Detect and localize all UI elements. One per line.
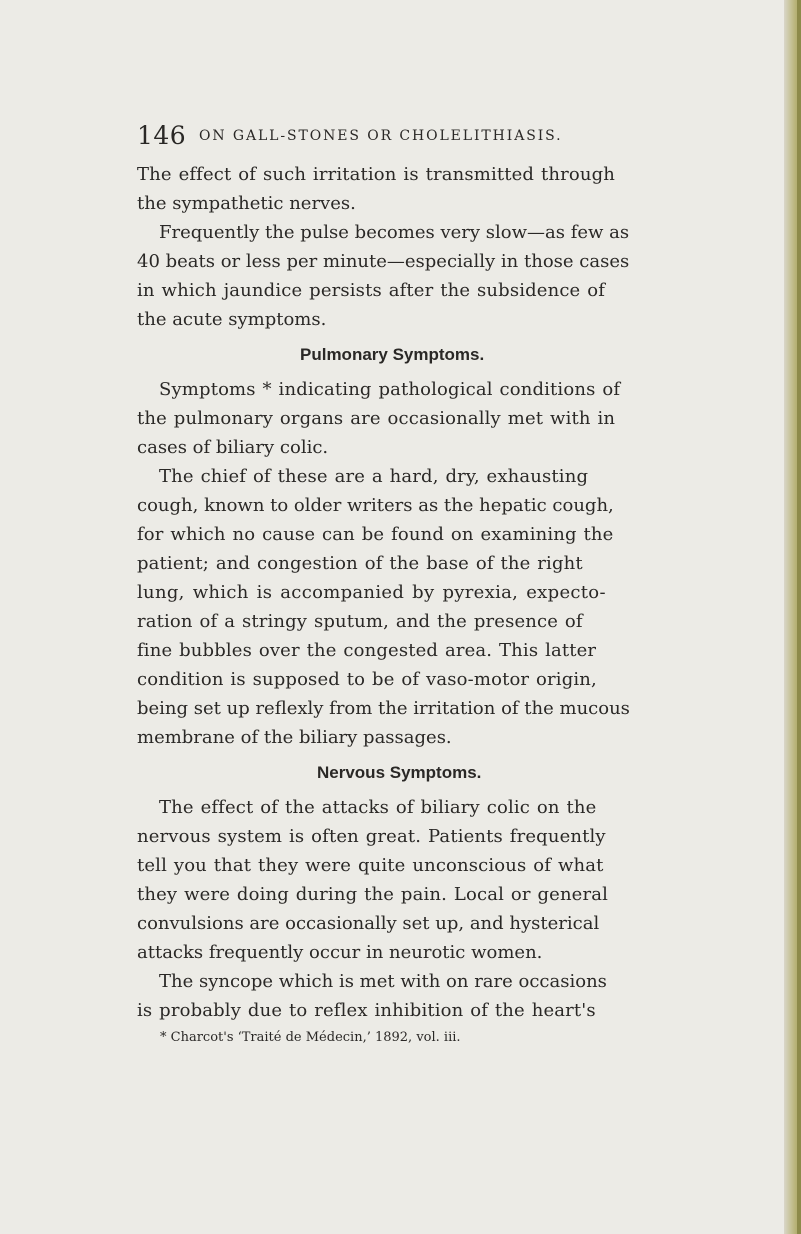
footnote: * Charcot's ‘Traité de Médecin,’ 1892, vol. iii. xyxy=(160,1030,461,1045)
page-edge-shadow xyxy=(797,0,801,1234)
text-line: ration of a stringy sputum, and the presence of xyxy=(137,611,583,632)
text-line: the acute symptoms. xyxy=(137,309,327,330)
page-header xyxy=(137,121,777,157)
text-line: attacks frequently occur in neurotic women. xyxy=(137,942,543,963)
section-heading-nervous: Nervous Symptoms. xyxy=(317,763,482,782)
text-line: patient; and congestion of the base of the right xyxy=(137,553,583,574)
text-line: convulsions are occasionally set up, and hysterical xyxy=(137,913,600,934)
text-line: they were doing during the pain. Local or general xyxy=(137,884,609,905)
text-line: membrane of the biliary passages. xyxy=(137,727,452,748)
body-text xyxy=(137,160,765,1051)
running-head: ON GALL-STONES OR CHOLELITHIASIS. xyxy=(199,128,563,144)
text-line: lung, which is accompanied by pyrexia, expecto- xyxy=(137,582,606,603)
text-line: is probably due to reflex inhibition of the heart's xyxy=(137,1000,596,1021)
text-line: The chief of these are a hard, dry, exhausting xyxy=(159,466,589,487)
text-line: nervous system is often great. Patients frequently xyxy=(137,826,606,847)
text-line: the sympathetic nerves. xyxy=(137,193,356,214)
text-line: The effect of the attacks of biliary colic on the xyxy=(159,797,597,818)
text-line: cough, known to older writers as the hepatic cough, xyxy=(137,495,614,516)
text-line: being set up reflexly from the irritation of the mucous xyxy=(137,698,630,719)
text-line: The syncope which is met with on rare occasions xyxy=(159,971,607,992)
page-number: 146 xyxy=(137,121,187,150)
text-line: The effect of such irritation is transmitted through xyxy=(137,164,615,185)
text-line: tell you that they were quite unconscious of what xyxy=(137,855,604,876)
text-line: fine bubbles over the congested area. This latter xyxy=(137,640,597,661)
text-line: Symptoms * indicating pathological conditions of xyxy=(159,379,621,400)
text-line: Frequently the pulse becomes very slow—as few as xyxy=(159,222,630,243)
text-line: cases of biliary colic. xyxy=(137,437,329,458)
section-heading-pulmonary: Pulmonary Symptoms. xyxy=(300,345,485,364)
text-line: the pulmonary organs are occasionally met with in xyxy=(137,408,616,429)
text-line: condition is supposed to be of vaso-motor origin, xyxy=(137,669,597,690)
text-line: in which jaundice persists after the subsidence of xyxy=(137,280,606,301)
text-line: 40 beats or less per minute—especially in those cases xyxy=(137,251,630,272)
text-line: for which no cause can be found on examining the xyxy=(137,524,614,545)
